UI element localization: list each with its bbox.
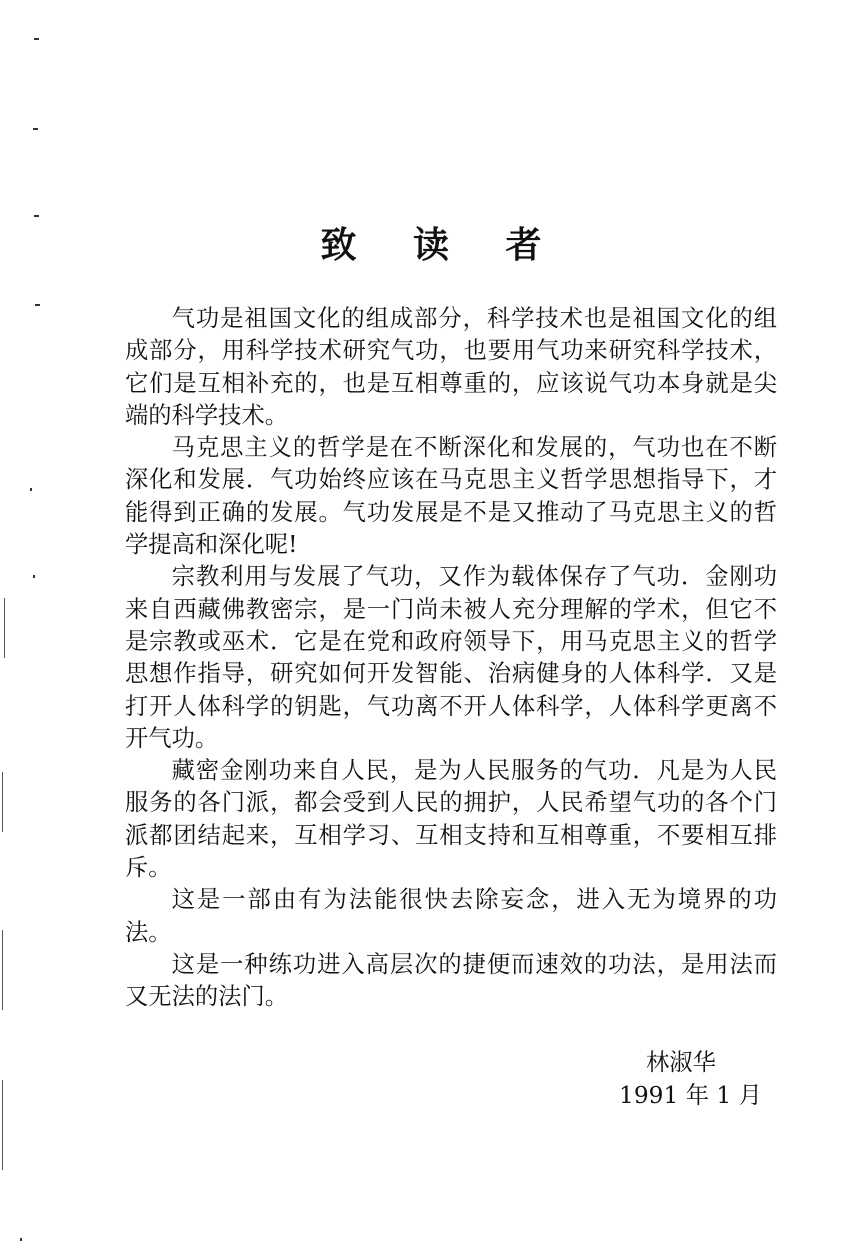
paragraph: 气功是祖国文化的组成部分，科学技术也是祖国文化的组成部分，用科学技术研究气功，也要用气功来研究科学技术，它们是互相补充的，也是互相尊重的，应该说气功本身就是尖端的科学技术。 [125, 305, 777, 429]
page-title: 致 读 者 [320, 224, 564, 267]
scan-mark [4, 598, 5, 658]
paragraph: 这是一种练功进入高层次的捷便而速效的功法，是用法而又无法的法门。 [125, 950, 777, 1011]
scan-mark [33, 575, 35, 578]
paragraph: 宗教利用与发展了气功，又作为载体保存了气功．金刚功来自西藏佛教密宗，是一门尚未被人充分理解的学术，但它不是宗教或巫术．它是在党和政府领导下，用马克思主义的哲学思想作指导，研究如何开发智能、治病健身的人体科学．又是打开人体科学的钥匙，气功离不开人体科学，人体科学更离不开气功。 [125, 563, 777, 752]
scan-mark [2, 930, 3, 1010]
paragraph: 马克思主义的哲学是在不断深化和发展的，气功也在不断深化和发展．气功始终应该在马克思主义哲学思想指导下，才能得到正确的发展。气功发展是不是又推动了马克思主义的哲学提高和深化呢! [125, 434, 777, 559]
scan-mark [2, 1080, 3, 1170]
scan-mark [34, 38, 39, 40]
body-text [125, 303, 777, 1014]
paragraph: 这是一部由有为法能很快去除妄念，进入无为境界的功法。 [125, 886, 777, 946]
signature-date: 1991 年 1 月 [619, 1082, 762, 1109]
author-name: 林淑华 [646, 1049, 716, 1076]
scan-mark [30, 488, 32, 491]
scan-mark [35, 304, 40, 306]
scan-mark [33, 128, 38, 130]
scan-mark [20, 1238, 22, 1241]
paragraph: 藏密金刚功来自人民，是为人民服务的气功．凡是为人民服务的各门派，都会受到人民的拥护，人民希望气功的各个门派都团结起来，互相学习、互相支持和互相尊重，不要相互排斥。 [125, 757, 777, 882]
scan-mark [2, 772, 3, 832]
scan-mark [34, 215, 39, 217]
signature-block [600, 1046, 800, 1112]
